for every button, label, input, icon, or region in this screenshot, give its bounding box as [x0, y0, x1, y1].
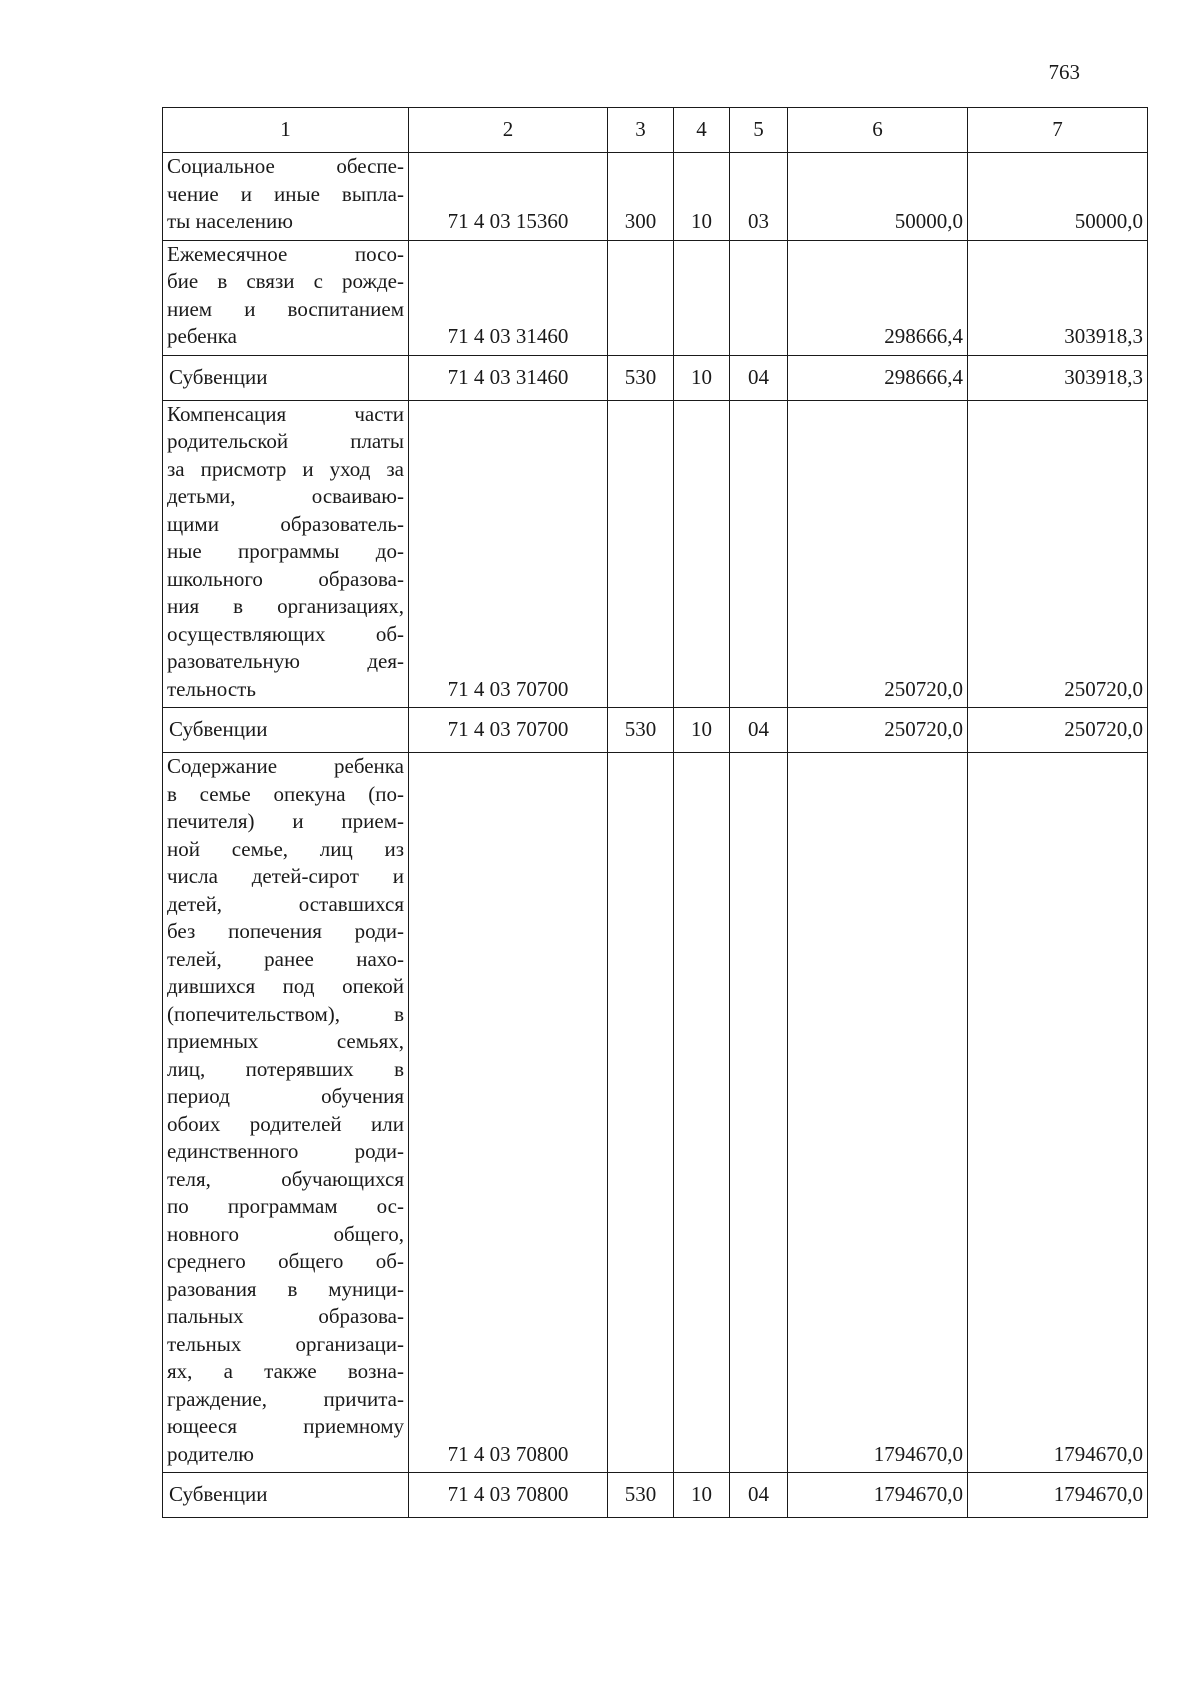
row-amount-6: 298666,4 — [788, 240, 968, 355]
row-code: 71 4 03 31460 — [409, 240, 608, 355]
table-row — [163, 708, 1148, 753]
row-name-line: ях, а также возна- — [167, 1359, 404, 1383]
row-amount-7: 50000,0 — [968, 153, 1148, 241]
row-name — [163, 355, 409, 400]
row-name-line: за присмотр и уход за — [167, 456, 404, 481]
column-header-4: 4 — [674, 108, 730, 153]
row-code: 71 4 03 31460 — [409, 355, 608, 400]
row-name-line: щими образователь- — [167, 511, 404, 536]
row-name — [163, 153, 409, 241]
row-col-4: 10 — [674, 708, 730, 753]
row-name-line: (попечительством), в — [167, 1001, 404, 1026]
row-name-line: период обучения — [167, 1084, 404, 1108]
column-header-3: 3 — [608, 108, 674, 153]
row-name-line: Субвенции — [169, 717, 268, 742]
row-name-line: нием и воспитанием — [167, 296, 404, 321]
row-code: 71 4 03 70700 — [409, 708, 608, 753]
row-code: 71 4 03 70800 — [409, 1473, 608, 1518]
row-code: 71 4 03 70800 — [409, 753, 608, 1473]
row-name-line: приемных семьях, — [167, 1029, 404, 1053]
row-name — [163, 400, 409, 708]
row-name-line: родительской платы — [167, 429, 404, 453]
row-name-line: Содержание ребенка — [167, 754, 404, 778]
row-name-line: печителя) и прием- — [167, 809, 404, 833]
column-header-1: 1 — [163, 108, 409, 153]
row-name-line: ной семье, лиц из — [167, 836, 404, 861]
row-code: 71 4 03 15360 — [409, 153, 608, 241]
row-name-line: граждение, причита- — [167, 1386, 404, 1411]
row-col-5: 04 — [730, 708, 788, 753]
row-amount-7: 250720,0 — [968, 400, 1148, 708]
table-row — [163, 753, 1148, 1473]
row-col-3 — [608, 240, 674, 355]
row-name-line: ты населению — [167, 209, 293, 233]
row-name-line: разовательную дея- — [167, 649, 404, 673]
row-col-5 — [730, 240, 788, 355]
row-name — [163, 1473, 409, 1518]
row-name-line: по программам ос- — [167, 1194, 404, 1218]
row-col-4: 10 — [674, 1473, 730, 1518]
row-name-line: ные программы до- — [167, 539, 404, 563]
row-col-4 — [674, 240, 730, 355]
row-name-line: ребенка — [167, 324, 237, 348]
table-row — [163, 240, 1148, 355]
column-header-2: 2 — [409, 108, 608, 153]
row-name-line: обоих родителей или — [167, 1111, 404, 1136]
row-col-4: 10 — [674, 153, 730, 241]
row-name — [163, 240, 409, 355]
row-name-line: тельных организаци- — [167, 1331, 404, 1356]
row-amount-6: 1794670,0 — [788, 753, 968, 1473]
column-header-6: 6 — [788, 108, 968, 153]
row-name-line: Субвенции — [169, 1482, 268, 1507]
row-amount-7: 250720,0 — [968, 708, 1148, 753]
row-col-3: 530 — [608, 708, 674, 753]
row-col-5: 03 — [730, 153, 788, 241]
row-col-3: 530 — [608, 355, 674, 400]
row-amount-7: 1794670,0 — [968, 1473, 1148, 1518]
row-name-line: детьми, осваиваю- — [167, 484, 404, 508]
row-name-line: родителю — [167, 1441, 254, 1466]
row-name-line: новного общего, — [167, 1221, 404, 1246]
row-col-3: 300 — [608, 153, 674, 241]
table-row — [163, 1473, 1148, 1518]
row-name-line: Субвенции — [169, 364, 268, 389]
row-col-5: 04 — [730, 355, 788, 400]
row-name-line: единственного роди- — [167, 1139, 404, 1163]
row-col-4 — [674, 400, 730, 708]
row-name-line: бие в связи с рожде- — [167, 269, 404, 293]
row-name-line: детей, оставшихся — [167, 891, 404, 916]
row-name-line: осуществляющих об- — [167, 621, 404, 646]
table-body — [163, 153, 1148, 1518]
row-col-5 — [730, 400, 788, 708]
row-name-line: разования в муници- — [167, 1276, 404, 1301]
row-name-line: чение и иные выпла- — [167, 181, 404, 206]
row-name-line: ющееся приемному — [167, 1414, 404, 1438]
row-col-4: 10 — [674, 355, 730, 400]
row-name-line: Ежемесячное посо- — [167, 241, 404, 266]
header-row — [163, 108, 1148, 153]
row-name-line: без попечения роди- — [167, 919, 404, 943]
row-col-3 — [608, 400, 674, 708]
row-amount-7: 1794670,0 — [968, 753, 1148, 1473]
table-row — [163, 355, 1148, 400]
row-amount-6: 250720,0 — [788, 400, 968, 708]
row-code: 71 4 03 70700 — [409, 400, 608, 708]
row-name-line: тельность — [167, 676, 256, 701]
column-header-7: 7 — [968, 108, 1148, 153]
column-header-5: 5 — [730, 108, 788, 153]
row-name-line: пальных образова- — [167, 1304, 404, 1328]
table-row — [163, 153, 1148, 241]
row-amount-6: 50000,0 — [788, 153, 968, 241]
row-col-4 — [674, 753, 730, 1473]
row-col-3: 530 — [608, 1473, 674, 1518]
row-amount-7: 303918,3 — [968, 355, 1148, 400]
page-number: 763 — [1048, 60, 1080, 84]
row-name-line: среднего общего об- — [167, 1249, 404, 1273]
row-col-3 — [608, 753, 674, 1473]
row-name-line: числа детей-сирот и — [167, 864, 404, 888]
budget-table — [162, 107, 1148, 1518]
row-name-line: в семье опекуна (по- — [167, 781, 404, 806]
row-name-line: дившихся под опекой — [167, 974, 404, 998]
row-name — [163, 753, 409, 1473]
row-name — [163, 708, 409, 753]
row-amount-7: 303918,3 — [968, 240, 1148, 355]
row-name-line: телей, ранее нахо- — [167, 946, 404, 971]
row-amount-6: 298666,4 — [788, 355, 968, 400]
row-amount-6: 250720,0 — [788, 708, 968, 753]
row-amount-6: 1794670,0 — [788, 1473, 968, 1518]
row-name-line: лиц, потерявших в — [167, 1056, 404, 1081]
row-name-line: Компенсация части — [167, 401, 404, 426]
row-name-line: Социальное обеспе- — [167, 154, 404, 178]
row-name-line: ния в организациях, — [167, 594, 404, 618]
table-row — [163, 400, 1148, 708]
row-col-5 — [730, 753, 788, 1473]
row-name-line: школьного образова- — [167, 566, 404, 591]
row-name-line: теля, обучающихся — [167, 1166, 404, 1191]
row-col-5: 04 — [730, 1473, 788, 1518]
